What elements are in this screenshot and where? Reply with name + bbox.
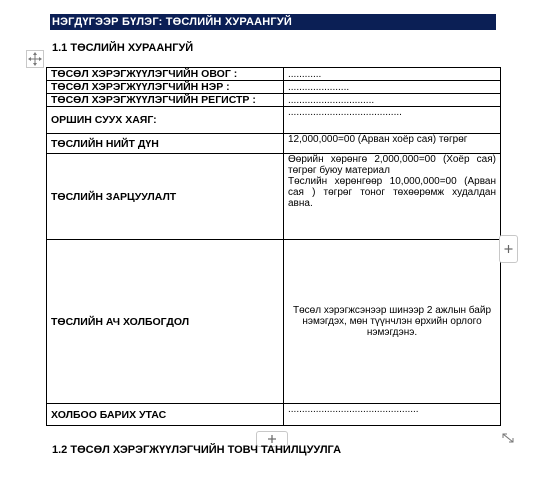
table-row bbox=[47, 68, 501, 81]
section-1-2-heading: 1.2 ТӨСӨЛ ХЭРЭГЖҮҮЛЭГЧИЙН ТОВЧ ТАНИЛЦУУЛГА bbox=[52, 444, 342, 456]
resize-icon bbox=[500, 431, 516, 445]
table-row bbox=[47, 81, 501, 94]
move-icon bbox=[27, 51, 43, 67]
label-cell: ТӨСЛИЙН АЧ ХОЛБОГДОЛ bbox=[47, 240, 284, 404]
value-cell[interactable]: ...................... bbox=[284, 81, 501, 94]
value-cell[interactable]: ............................................... bbox=[284, 404, 501, 426]
label-cell: ТӨСӨЛ ХЭРЭГЖҮҮЛЭГЧИЙН НЭР : bbox=[47, 81, 284, 94]
label-cell: ТӨСӨЛ ХЭРЭГЖҮҮЛЭГЧИЙН ОВОГ : bbox=[47, 68, 284, 81]
project-summary-table bbox=[46, 67, 501, 426]
table-row bbox=[47, 107, 501, 134]
table-row bbox=[47, 154, 501, 240]
value-cell[interactable]: ............................... bbox=[284, 94, 501, 107]
value-cell[interactable]: Төсөл хэрэгжсэнээр шинээр 2 ажлын байр нэмэгдэх, мөн түүнчлэн өрхийн орлого нэмэгдэнэ. bbox=[284, 240, 501, 404]
label-cell: ТӨСЛИЙН ЗАРЦУУЛАЛТ bbox=[47, 154, 284, 240]
table-row bbox=[47, 240, 501, 404]
chapter-title: НЭГДҮГЭЭР БҮЛЭГ: ТӨСЛИЙН ХУРААНГУЙ bbox=[52, 16, 292, 28]
chapter-title-bar bbox=[50, 14, 496, 30]
section-1-1-heading: 1.1 ТӨСЛИЙН ХУРААНГУЙ bbox=[52, 42, 194, 54]
label-cell: ТӨСЛИЙН НИЙТ ДҮН bbox=[47, 134, 284, 154]
value-cell[interactable]: ............ bbox=[284, 68, 501, 81]
add-column-button[interactable] bbox=[499, 235, 518, 263]
table-row bbox=[47, 94, 501, 107]
value-line-2: Төслийн хөрөнгөөр 10,000,000=00 (Арван сая ) төгрөг тоног төхөөрөмж худалдан авна. bbox=[288, 176, 496, 209]
plus-icon bbox=[500, 236, 517, 262]
table-resize-handle[interactable] bbox=[500, 431, 516, 445]
value-cell[interactable]: ......................................... bbox=[284, 107, 501, 134]
label-cell: ОРШИН СУУХ ХАЯГ: bbox=[47, 107, 284, 134]
table-move-handle[interactable] bbox=[26, 50, 44, 68]
value-cell[interactable]: 12,000,000=00 (Арван хоёр сая) төгрөг bbox=[284, 134, 501, 154]
label-cell: ТӨСӨЛ ХЭРЭГЖҮҮЛЭГЧИЙН РЕГИСТР : bbox=[47, 94, 284, 107]
value-line-1: Өөрийн хөрөнгө 2,000,000=00 (Хоёр сая) төгрөг буюу материал bbox=[288, 154, 496, 176]
label-cell: ХОЛБОО БАРИХ УТАС bbox=[47, 404, 284, 426]
table-row bbox=[47, 404, 501, 426]
value-cell[interactable] bbox=[284, 154, 501, 240]
table-row bbox=[47, 134, 501, 154]
